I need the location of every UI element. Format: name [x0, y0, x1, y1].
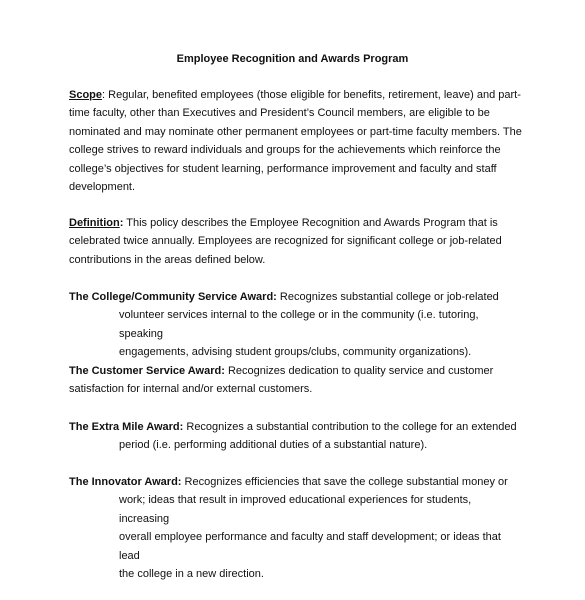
award-text: Recognizes a substantial contribution to the college for an extended [183, 421, 517, 433]
award-text: Recognizes dedication to quality service and customer [224, 365, 494, 377]
award-line: engagements, advising student groups/clubs, community organizations). [119, 346, 472, 359]
award-line [69, 362, 524, 380]
definition-colon: : [119, 217, 124, 229]
award-line [69, 288, 524, 306]
definition-section [69, 214, 524, 269]
award-line [69, 418, 524, 436]
award-line [69, 473, 524, 491]
award-text: Recognizes efficiencies that save the college substantial money or [181, 476, 508, 488]
award-line: overall employee performance and faculty and staff development; or ideas that lead [119, 531, 501, 562]
award-college-community-service [69, 288, 524, 362]
document-title: Employee Recognition and Awards Program [176, 53, 409, 65]
definition-line [69, 214, 524, 232]
award-line: the college in a new direction. [119, 568, 264, 581]
scope-line: college strives to reward individuals and groups for the achievements which reinforce the [69, 144, 501, 157]
scope-text: : Regular, benefited employees (those eligible for benefits, retirement, leave) and part- [102, 89, 521, 101]
scope-line: development. [69, 181, 136, 194]
award-line: period (i.e. performing additional duties of a substantial nature). [119, 439, 428, 452]
award-innovator [69, 473, 524, 583]
award-name: The Extra Mile Award: [69, 421, 184, 433]
award-customer-service [69, 362, 524, 399]
scope-section [69, 86, 524, 196]
definition-label: Definition [69, 217, 120, 229]
definition-text: This policy describes the Employee Recognition and Awards Program that is [123, 217, 498, 229]
scope-line [69, 86, 524, 104]
scope-line: nominated and may nominate other permanent employees or part-time faculty members. The [69, 125, 522, 138]
award-extra-mile [69, 418, 524, 455]
award-line: satisfaction for internal and/or external customers. [69, 383, 313, 396]
award-text: Recognizes substantial college or job-related [276, 291, 499, 303]
award-line: volunteer services internal to the college or in the community (i.e. tutoring, speaking [119, 309, 479, 340]
award-line: work; ideas that result in improved educational experiences for students, increasing [119, 494, 472, 525]
award-name: The College/Community Service Award: [69, 291, 277, 303]
scope-label: Scope [69, 89, 103, 101]
award-name: The Customer Service Award: [69, 365, 225, 377]
scope-line: college’s objectives for student learning, performance improvement and faculty and staff [69, 162, 497, 175]
scope-line: time faculty, other than Executives and President’s Council members, are eligible to be [69, 107, 490, 120]
definition-line: contributions in the areas defined below. [69, 253, 266, 266]
award-name: The Innovator Award: [69, 476, 182, 488]
definition-line: celebrated twice annually. Employees are recognized for significant college or job-related [69, 235, 502, 248]
